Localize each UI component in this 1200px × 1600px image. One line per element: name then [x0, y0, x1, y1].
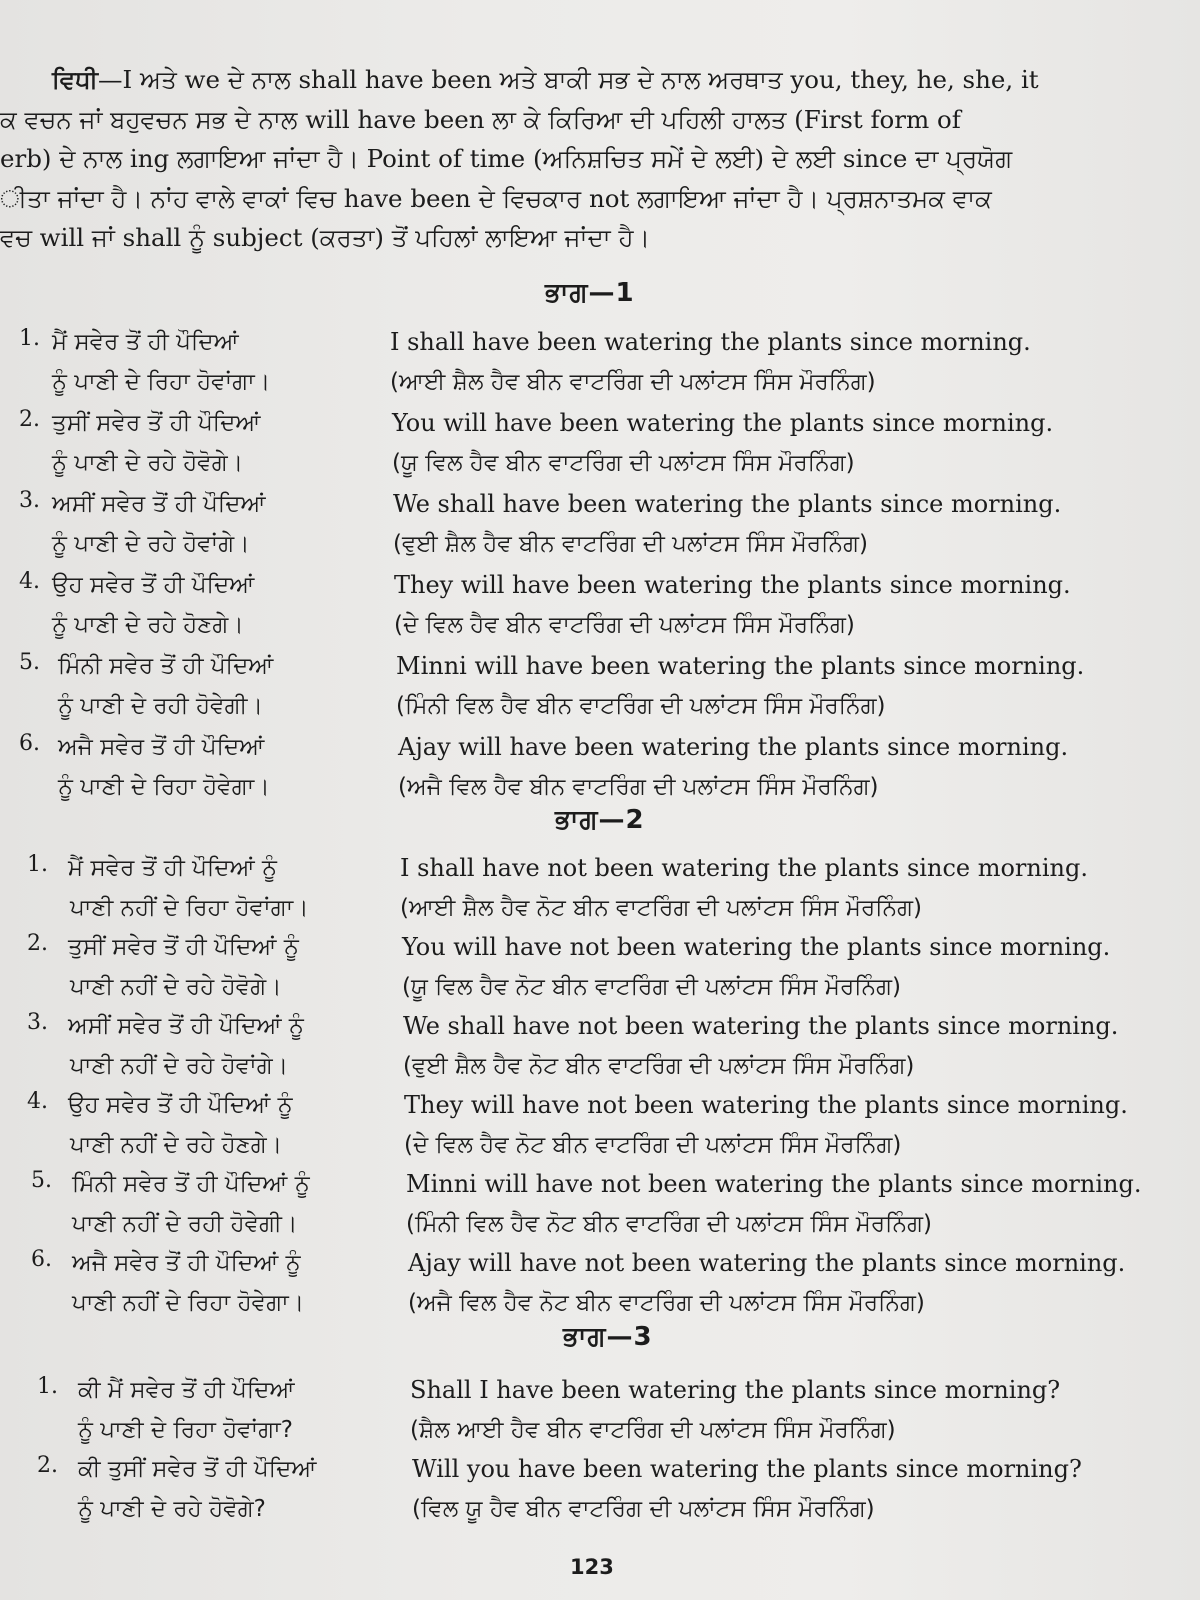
- english-sentence: Minni will have not been watering the plants since morning.: [406, 1170, 1142, 1198]
- punjabi-line: ਉਹ ਸਵੇਰ ਤੋਂ ਹੀ ਪੌਦਿਆਂ: [52, 572, 255, 598]
- item-number: 3.: [19, 488, 40, 513]
- punjabi-line: ਅਸੀਂ ਸਵੇਰ ਤੋਂ ਹੀ ਪੌਦਿਆਂ: [52, 491, 266, 517]
- transliteration: (ਸ਼ੈਲ ਆਈ ਹੈਵ ਬੀਨ ਵਾਟਰਿੰਗ ਦੀ ਪਲਾਂਟਸ ਸਿੰਸ ਮੌਰਨਿੰਗ): [410, 1417, 896, 1443]
- english-sentence: Shall I have been watering the plants since morning?: [410, 1376, 1061, 1404]
- english-sentence: We shall have not been watering the plants since morning.: [403, 1012, 1119, 1040]
- transliteration: (ਯੂ ਵਿਲ ਹੈਵ ਬੀਨ ਵਾਟਰਿੰਗ ਦੀ ਪਲਾਂਟਸ ਸਿੰਸ ਮੌਰਨਿੰਗ): [392, 450, 855, 476]
- transliteration: (ਮਿੰਨੀ ਵਿਲ ਹੈਵ ਨੋਟ ਬੀਨ ਵਾਟਰਿੰਗ ਦੀ ਪਲਾਂਟਸ ਸਿੰਸ ਮੌਰਨਿੰਗ): [406, 1211, 932, 1237]
- punjabi-line: ਕੀ ਮੈਂ ਸਵੇਰ ਤੋਂ ਹੀ ਪੌਦਿਆਂ: [78, 1377, 295, 1403]
- intro-line: ਕ ਵਚਨ ਜਾਂ ਬਹੁਵਚਨ ਸਭ ਦੇ ਨਾਲ will have been ਲਾ ਕੇ ਕਿਰਿਆ ਦੀ ਪਹਿਲੀ ਹਾਲਤ (First form of: [0, 104, 961, 134]
- english-sentence: Ajay will have been watering the plants since morning.: [398, 733, 1069, 761]
- transliteration: (ਆਈ ਸ਼ੈਲ ਹੈਵ ਬੀਨ ਵਾਟਰਿੰਗ ਦੀ ਪਲਾਂਟਸ ਸਿੰਸ ਮੌਰਨਿੰਗ): [390, 369, 876, 395]
- english-sentence: Minni will have been watering the plants since morning.: [396, 652, 1085, 680]
- punjabi-line: ਮਿੰਨੀ ਸਵੇਰ ਤੋਂ ਹੀ ਪੌਦਿਆਂ: [58, 653, 274, 679]
- punjabi-line: ਤੁਸੀਂ ਸਵੇਰ ਤੋਂ ਹੀ ਪੌਦਿਆਂ ਨੂੰ: [68, 934, 299, 960]
- intro-line: ਵਿਧੀ—I ਅਤੇ we ਦੇ ਨਾਲ shall have been ਅਤੇ ਬਾਕੀ ਸਭ ਦੇ ਨਾਲ ਅਰਥਾਤ you, they, he, she, it: [52, 65, 1039, 94]
- intro-label: ਵਿਧੀ: [52, 65, 99, 94]
- item-number: 5.: [19, 650, 40, 675]
- transliteration: (ਵੁਈ ਸ਼ੈਲ ਹੈਵ ਬੀਨ ਵਾਟਰਿੰਗ ਦੀ ਪਲਾਂਟਸ ਸਿੰਸ ਮੌਰਨਿੰਗ): [393, 531, 868, 557]
- punjabi-line: ਪਾਣੀ ਨਹੀਂ ਦੇ ਰਹੇ ਹੋਣਗੇ।: [70, 1132, 283, 1158]
- transliteration: (ਵੁਈ ਸ਼ੈਲ ਹੈਵ ਨੋਟ ਬੀਨ ਵਾਟਰਿੰਗ ਦੀ ਪਲਾਂਟਸ ਸਿੰਸ ਮੌਰਨਿੰਗ): [403, 1053, 915, 1079]
- item-number: 2.: [37, 1453, 58, 1478]
- punjabi-line: ਅਜੈ ਸਵੇਰ ਤੋਂ ਹੀ ਪੌਦਿਆਂ: [58, 734, 265, 760]
- intro-paragraph: [0, 60, 1160, 258]
- intro-line: erb) ਦੇ ਨਾਲ ing ਲਗਾਇਆ ਜਾਂਦਾ ਹੈ। Point of time (ਅਨਿਸ਼ਚਿਤ ਸਮੇਂ ਦੇ ਲਈ) ਦੇ ਲਈ since ਦਾ ਪ੍ਰਯੋਗ: [0, 144, 1013, 173]
- punjabi-line: ਨੂੰ ਪਾਣੀ ਦੇ ਰਿਹਾ ਹੋਵਾਂਗਾ।: [52, 369, 271, 395]
- punjabi-line: ਪਾਣੀ ਨਹੀਂ ਦੇ ਰਹੇ ਹੋਵਾਂਗੇ।: [70, 1053, 289, 1079]
- english-sentence: You will have been watering the plants since morning.: [392, 409, 1054, 437]
- transliteration: (ਅਜੈ ਵਿਲ ਹੈਵ ਬੀਨ ਵਾਟਰਿੰਗ ਦੀ ਪਲਾਂਟਸ ਸਿੰਸ ਮੌਰਨਿੰਗ): [398, 774, 879, 800]
- english-sentence: I shall have not been watering the plants since morning.: [400, 854, 1088, 882]
- intro-line: ੀਤਾ ਜਾਂਦਾ ਹੈ। ਨਾਂਹ ਵਾਲੇ ਵਾਕਾਂ ਵਿਚ have been ਦੇ ਵਿਚਕਾਰ not ਲਗਾਇਆ ਜਾਂਦਾ ਹੈ। ਪ੍ਰਸ਼ਨਾਤਮਕ ਵਾਕ: [0, 183, 992, 213]
- english-sentence: You will have not been watering the plants since morning.: [402, 933, 1111, 961]
- section-heading-2: ਭਾਗ—2: [555, 805, 645, 835]
- item-number: 1.: [19, 326, 40, 351]
- page-number: 123: [570, 1555, 614, 1579]
- transliteration: (ਯੂ ਵਿਲ ਹੈਵ ਨੋਟ ਬੀਨ ਵਾਟਰਿੰਗ ਦੀ ਪਲਾਂਟਸ ਸਿੰਸ ਮੌਰਨਿੰਗ): [402, 974, 901, 1000]
- punjabi-line: ਨੂੰ ਪਾਣੀ ਦੇ ਰਹੇ ਹੋਵੋਗੇ?: [78, 1496, 266, 1522]
- item-number: 1.: [37, 1374, 58, 1399]
- punjabi-line: ਮੈਂ ਸਵੇਰ ਤੋਂ ਹੀ ਪੌਦਿਆਂ ਨੂੰ: [68, 855, 277, 881]
- punjabi-line: ਕੀ ਤੁਸੀਂ ਸਵੇਰ ਤੋਂ ਹੀ ਪੌਦਿਆਂ: [78, 1456, 317, 1482]
- transliteration: (ਦੇ ਵਿਲ ਹੈਵ ਨੋਟ ਬੀਨ ਵਾਟਰਿੰਗ ਦੀ ਪਲਾਂਟਸ ਸਿੰਸ ਮੌਰਨਿੰਗ): [404, 1132, 902, 1158]
- punjabi-line: ਨੂੰ ਪਾਣੀ ਦੇ ਰਿਹਾ ਹੋਵੇਗਾ।: [58, 774, 270, 800]
- english-sentence: Ajay will have not been watering the plants since morning.: [408, 1249, 1126, 1277]
- punjabi-line: ਮਿੰਨੀ ਸਵੇਰ ਤੋਂ ਹੀ ਪੌਦਿਆਂ ਨੂੰ: [72, 1171, 310, 1197]
- english-sentence: They will have not been watering the plants since morning.: [404, 1091, 1128, 1119]
- transliteration: (ਆਈ ਸ਼ੈਲ ਹੈਵ ਨੋਟ ਬੀਨ ਵਾਟਰਿੰਗ ਦੀ ਪਲਾਂਟਸ ਸਿੰਸ ਮੌਰਨਿੰਗ): [400, 895, 922, 921]
- english-sentence: They will have been watering the plants since morning.: [394, 571, 1071, 599]
- intro-line: ਵਚ will ਜਾਂ shall ਨੂੰ subject (ਕਰਤਾ) ਤੋਂ ਪਹਿਲਾਂ ਲਾਇਆ ਜਾਂਦਾ ਹੈ।: [0, 223, 651, 252]
- english-sentence: We shall have been watering the plants since morning.: [393, 490, 1062, 518]
- punjabi-line: ਤੁਸੀਂ ਸਵੇਰ ਤੋਂ ਹੀ ਪੌਦਿਆਂ: [52, 410, 261, 436]
- punjabi-line: ਨੂੰ ਪਾਣੀ ਦੇ ਰਹੇ ਹੋਵਾਂਗੇ।: [52, 531, 250, 557]
- punjabi-line: ਪਾਣੀ ਨਹੀਂ ਦੇ ਰਿਹਾ ਹੋਵਾਂਗਾ।: [70, 895, 309, 921]
- punjabi-line: ਪਾਣੀ ਨਹੀਂ ਦੇ ਰਹੇ ਹੋਵੋਗੇ।: [70, 974, 282, 1000]
- punjabi-line: ਨੂੰ ਪਾਣੀ ਦੇ ਰਿਹਾ ਹੋਵਾਂਗਾ?: [78, 1417, 293, 1443]
- punjabi-line: ਉਹ ਸਵੇਰ ਤੋਂ ਹੀ ਪੌਦਿਆਂ ਨੂੰ: [68, 1092, 293, 1118]
- punjabi-line: ਮੈਂ ਸਵੇਰ ਤੋਂ ਹੀ ਪੌਦਿਆਂ: [52, 329, 239, 355]
- section-heading-1: ਭਾਗ—1: [545, 278, 635, 308]
- transliteration: (ਅਜੈ ਵਿਲ ਹੈਵ ਨੋਟ ਬੀਨ ਵਾਟਰਿੰਗ ਦੀ ਪਲਾਂਟਸ ਸਿੰਸ ਮੌਰਨਿੰਗ): [408, 1290, 925, 1316]
- punjabi-line: ਪਾਣੀ ਨਹੀਂ ਦੇ ਰਹੀ ਹੋਵੇਗੀ।: [72, 1211, 298, 1237]
- english-sentence: Will you have been watering the plants since morning?: [412, 1455, 1082, 1483]
- punjabi-line: ਨੂੰ ਪਾਣੀ ਦੇ ਰਹੀ ਹੋਵੇਗੀ।: [58, 693, 263, 719]
- item-number: 4.: [19, 569, 40, 594]
- item-number: 3.: [27, 1010, 48, 1035]
- item-number: 2.: [27, 931, 48, 956]
- punjabi-line: ਪਾਣੀ ਨਹੀਂ ਦੇ ਰਿਹਾ ਹੋਵੇਗਾ।: [72, 1290, 305, 1316]
- punjabi-line: ਨੂੰ ਪਾਣੀ ਦੇ ਰਹੇ ਹੋਵੋਗੇ।: [52, 450, 244, 476]
- punjabi-line: ਅਸੀਂ ਸਵੇਰ ਤੋਂ ਹੀ ਪੌਦਿਆਂ ਨੂੰ: [68, 1013, 304, 1039]
- item-number: 6.: [19, 731, 40, 756]
- section-heading-3: ਭਾਗ—3: [563, 1322, 653, 1352]
- english-sentence: I shall have been watering the plants since morning.: [390, 328, 1031, 356]
- transliteration: (ਮਿੰਨੀ ਵਿਲ ਹੈਵ ਬੀਨ ਵਾਟਰਿੰਗ ਦੀ ਪਲਾਂਟਸ ਸਿੰਸ ਮੌਰਨਿੰਗ): [396, 693, 886, 719]
- item-number: 1.: [27, 852, 48, 877]
- transliteration: (ਦੇ ਵਿਲ ਹੈਵ ਬੀਨ ਵਾਟਰਿੰਗ ਦੀ ਪਲਾਂਟਸ ਸਿੰਸ ਮੌਰਨਿੰਗ): [394, 612, 855, 638]
- item-number: 2.: [19, 407, 40, 432]
- transliteration: (ਵਿਲ ਯੂ ਹੈਵ ਬੀਨ ਵਾਟਰਿੰਗ ਦੀ ਪਲਾਂਟਸ ਸਿੰਸ ਮੌਰਨਿੰਗ): [412, 1496, 875, 1522]
- punjabi-line: ਅਜੈ ਸਵੇਰ ਤੋਂ ਹੀ ਪੌਦਿਆਂ ਨੂੰ: [72, 1250, 301, 1276]
- item-number: 6.: [31, 1247, 52, 1272]
- punjabi-line: ਨੂੰ ਪਾਣੀ ਦੇ ਰਹੇ ਹੋਣਗੇ।: [52, 612, 244, 638]
- item-number: 4.: [27, 1089, 48, 1114]
- item-number: 5.: [31, 1168, 52, 1193]
